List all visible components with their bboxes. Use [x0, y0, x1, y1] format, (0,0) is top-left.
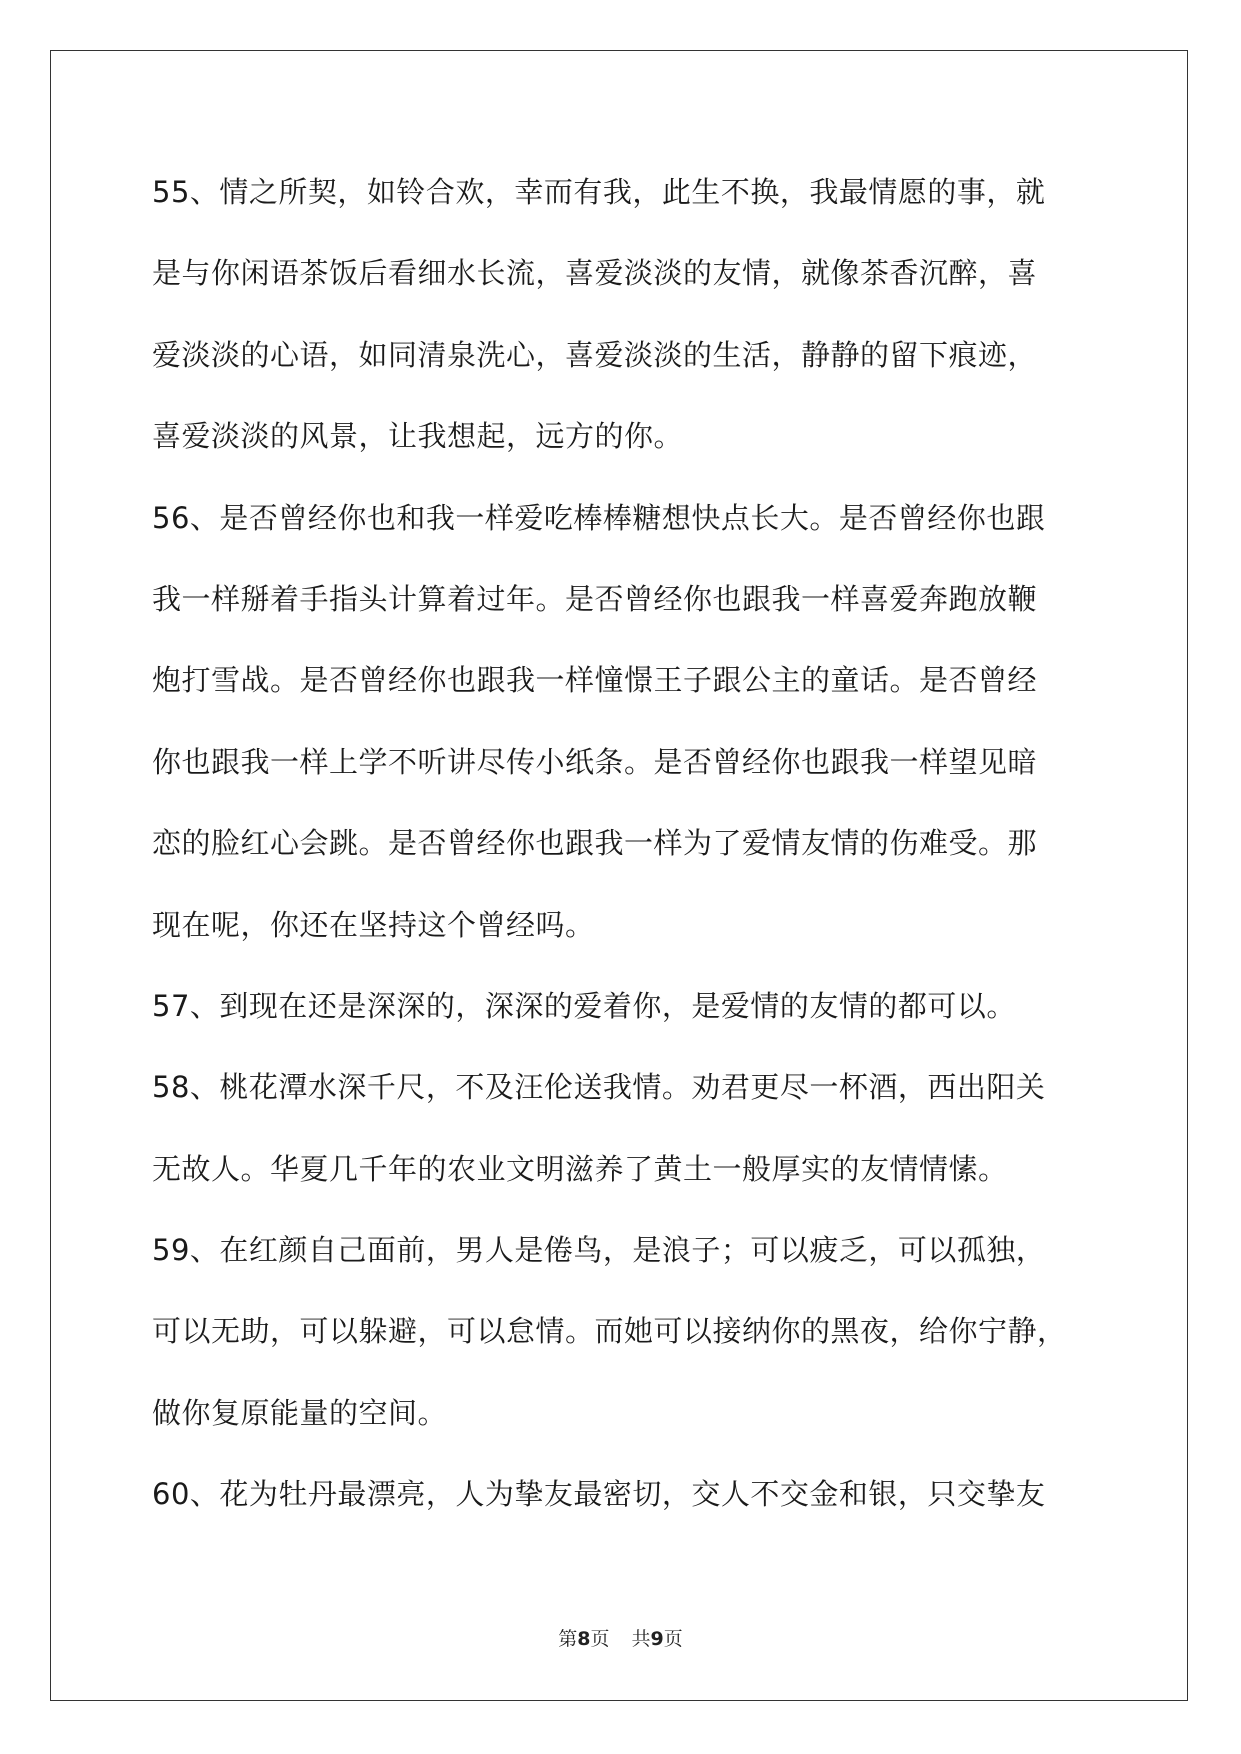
text-line: 爱淡淡的心语，如同清泉洗心，喜爱淡淡的生活，静静的留下痕迹， [152, 337, 1038, 372]
text-line: 55、情之所契，如铃合欢，幸而有我，此生不换，我最情愿的事，就 [152, 175, 1046, 209]
text-line: 你也跟我一样上学不听讲尽传小纸条。是否曾经你也跟我一样望见暗 [152, 744, 1038, 779]
page-prefix: 第 [558, 1628, 578, 1650]
text-line: 可以无助，可以躲避，可以怠情。而她可以接纳你的黑夜，给你宁静， [152, 1314, 1067, 1349]
text-line: 是与你闲语茶饭后看细水长流，喜爱淡淡的友情，就像茶香沉醉，喜 [152, 256, 1038, 291]
text-line: 56、是否曾经你也和我一样爱吃棒棒糖想快点长大。是否曾经你也跟 [152, 500, 1046, 535]
total-prefix: 共 [631, 1628, 651, 1650]
text-line: 59、在红颜自己面前，男人是倦鸟，是浪子；可以疲乏，可以孤独， [152, 1233, 1046, 1268]
text-line: 现在呢，你还在坚持这个曾经吗。 [152, 907, 595, 942]
total-pages: 9 [650, 1628, 664, 1650]
document-body [152, 168, 1088, 1518]
text-line: 恋的脸红心会跳。是否曾经你也跟我一样为了爱情友情的伤难受。那 [152, 826, 1038, 861]
text-line: 无故人。华夏几千年的农业文明滋养了黄土一般厚实的友情情愫。 [152, 1151, 1008, 1186]
page-number: 8 [577, 1628, 591, 1650]
text-line: 做你复原能量的空间。 [152, 1395, 448, 1430]
text-line: 喜爱淡淡的风景，让我想起，远方的你。 [152, 419, 684, 454]
page-suffix: 页 [590, 1628, 610, 1650]
text-line: 58、桃花潭水深千尺，不及汪伦送我情。劝君更尽一杯酒，西出阳关 [152, 1070, 1046, 1105]
text-line: 我一样掰着手指头计算着过年。是否曾经你也跟我一样喜爱奔跑放鞭 [152, 581, 1038, 616]
text-line: 60、花为牡丹最漂亮，人为挚友最密切，交人不交金和银，只交挚友 [152, 1477, 1046, 1512]
page-footer [0, 1624, 1241, 1651]
text-line: 炮打雪战。是否曾经你也跟我一样憧憬王子跟公主的童话。是否曾经 [152, 663, 1038, 698]
text-line: 57、到现在还是深深的，深深的爱着你，是爱情的友情的都可以。 [152, 988, 1016, 1023]
total-suffix: 页 [663, 1628, 683, 1650]
